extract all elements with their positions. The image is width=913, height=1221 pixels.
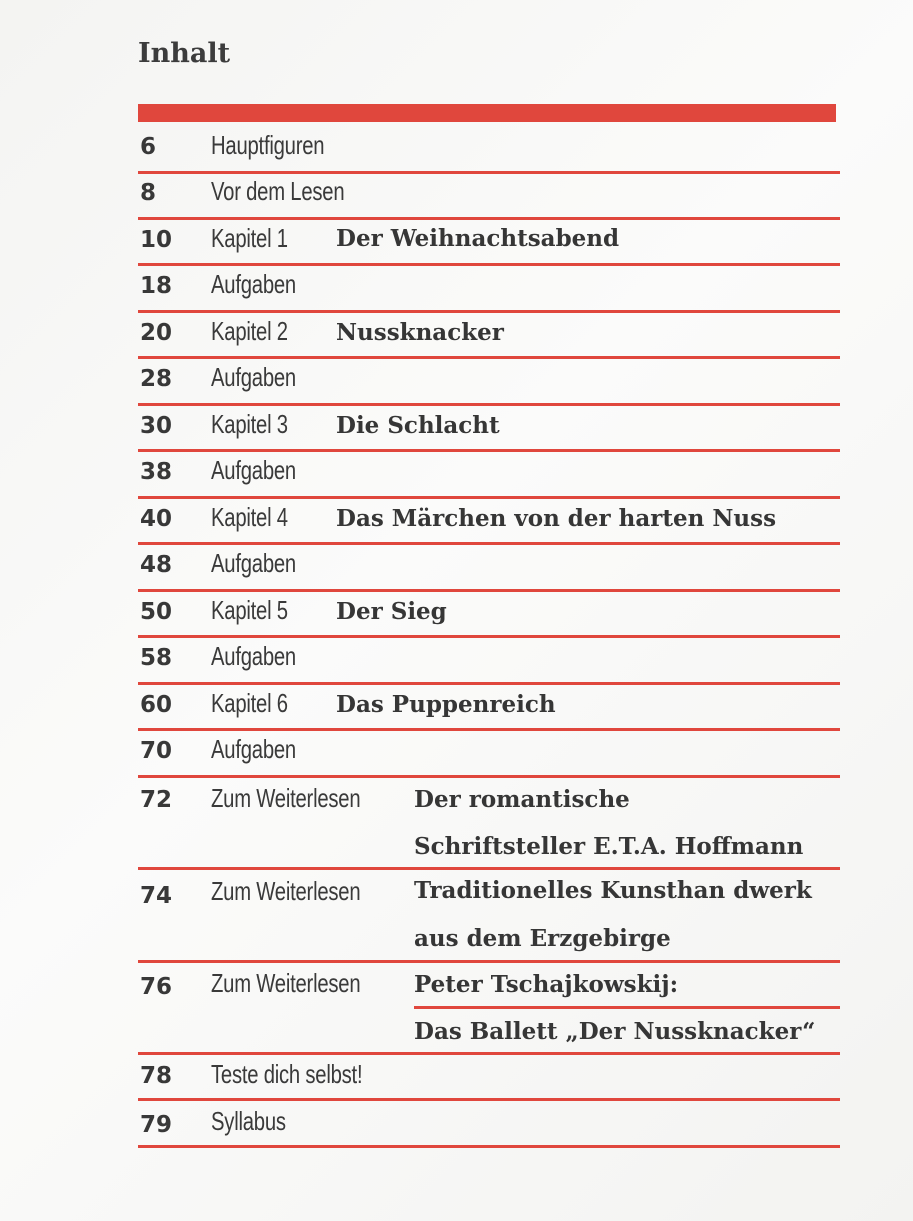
chapter-title: Der romantische bbox=[414, 786, 630, 813]
page-number: 79 bbox=[140, 1112, 173, 1138]
page-number: 48 bbox=[140, 552, 173, 578]
page-title: Inhalt bbox=[138, 38, 231, 69]
inner-rule bbox=[414, 963, 840, 1009]
toc-row bbox=[138, 1055, 840, 1101]
entry-label: Zum Weiterlesen bbox=[211, 876, 361, 906]
page-number: 8 bbox=[140, 180, 157, 206]
chapter-title: Nussknacker bbox=[336, 319, 504, 346]
toc-row bbox=[138, 963, 840, 1055]
chapter-title: Die Schlacht bbox=[336, 412, 500, 439]
entry-label: Kapitel 6 bbox=[211, 688, 288, 718]
toc-row bbox=[138, 870, 840, 963]
entry-label: Aufgaben bbox=[211, 548, 296, 578]
entry-label: Aufgaben bbox=[211, 455, 296, 485]
page-number: 72 bbox=[140, 787, 173, 813]
toc-row bbox=[138, 406, 840, 452]
entry-label: Teste dich selbst! bbox=[211, 1059, 363, 1089]
chapter-title: Das Märchen von der harten Nuss bbox=[336, 505, 777, 532]
page-number: 40 bbox=[140, 506, 173, 532]
toc-row bbox=[138, 125, 840, 174]
toc-row bbox=[138, 545, 840, 592]
page-number: 60 bbox=[140, 692, 173, 718]
toc-row bbox=[138, 174, 840, 220]
page-number: 58 bbox=[140, 645, 173, 671]
entry-label: Vor dem Lesen bbox=[211, 176, 345, 206]
toc-row bbox=[138, 220, 840, 266]
toc-row bbox=[138, 592, 840, 638]
page-number: 18 bbox=[140, 273, 173, 299]
toc-row bbox=[138, 685, 840, 731]
page-number: 76 bbox=[140, 974, 173, 1000]
page-number: 70 bbox=[140, 738, 173, 764]
toc-row bbox=[138, 452, 840, 499]
page-number: 74 bbox=[140, 883, 173, 909]
toc-row bbox=[138, 313, 840, 359]
entry-label: Kapitel 2 bbox=[211, 316, 288, 346]
entry-label: Aufgaben bbox=[211, 641, 296, 671]
entry-label: Zum Weiterlesen bbox=[211, 783, 361, 813]
page-number: 10 bbox=[140, 227, 173, 253]
entry-label: Kapitel 3 bbox=[211, 409, 288, 439]
chapter-title: Das Puppenreich bbox=[336, 691, 556, 718]
chapter-title-line2: Das Ballett „Der Nussknacker“ bbox=[414, 1018, 816, 1045]
toc-row bbox=[138, 266, 840, 313]
entry-label: Aufgaben bbox=[211, 269, 296, 299]
entry-label: Aufgaben bbox=[211, 362, 296, 392]
chapter-title: Peter Tschajkowskij: bbox=[414, 971, 679, 998]
entry-label: Aufgaben bbox=[211, 734, 296, 764]
toc-row bbox=[138, 638, 840, 685]
toc-row bbox=[138, 359, 840, 406]
toc-row bbox=[138, 1101, 840, 1148]
entry-label: Zum Weiterlesen bbox=[211, 968, 361, 998]
chapter-title: Der Weihnachtsabend bbox=[336, 225, 620, 252]
toc-row bbox=[138, 499, 840, 545]
page-number: 50 bbox=[140, 599, 173, 625]
entry-label: Hauptfiguren bbox=[211, 130, 325, 160]
chapter-title-line2: aus dem Erzgebirge bbox=[414, 925, 671, 952]
chapter-title: Der Sieg bbox=[336, 598, 447, 625]
chapter-title-line2: Schriftsteller E.T.A. Hoffmann bbox=[414, 833, 804, 860]
chapter-title: Traditionelles Kunsthan dwerk bbox=[414, 877, 812, 904]
page-number: 6 bbox=[140, 134, 157, 160]
entry-label: Kapitel 5 bbox=[211, 595, 288, 625]
toc-row bbox=[138, 778, 840, 870]
page-number: 20 bbox=[140, 320, 173, 346]
entry-label: Kapitel 1 bbox=[211, 223, 288, 253]
page-number: 38 bbox=[140, 459, 173, 485]
page-number: 78 bbox=[140, 1063, 173, 1089]
entry-label: Kapitel 4 bbox=[211, 502, 288, 532]
header-bar bbox=[138, 104, 836, 122]
entry-label: Syllabus bbox=[211, 1106, 286, 1136]
page-number: 28 bbox=[140, 366, 173, 392]
toc-row bbox=[138, 731, 840, 778]
page-number: 30 bbox=[140, 413, 173, 439]
